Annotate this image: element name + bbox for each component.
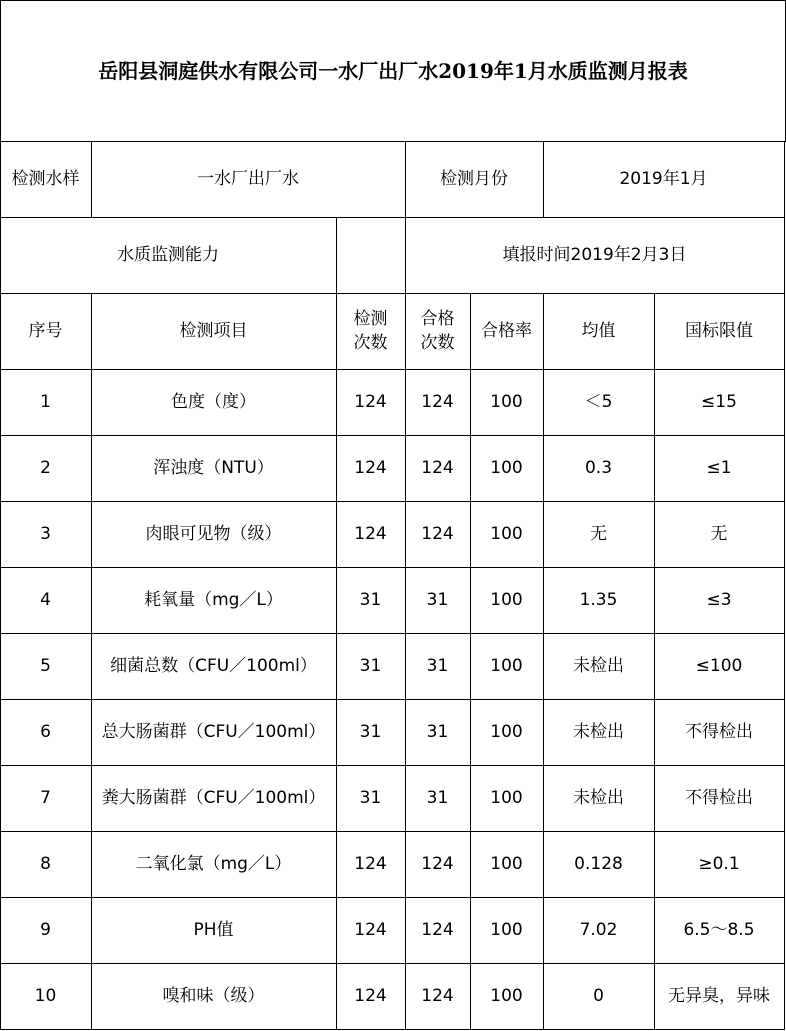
row-item: 二氧化氯（mg／L） <box>135 854 292 874</box>
row-index: 2 <box>40 458 51 478</box>
row-pass-count: 124 <box>421 854 454 874</box>
row-index: 4 <box>40 590 51 610</box>
grid-line <box>0 699 785 700</box>
header-pass-rate: 合格率 <box>481 321 532 341</box>
header-mean: 均值 <box>581 321 616 341</box>
row-standard: ≤15 <box>701 392 737 412</box>
header-item: 检测项目 <box>179 321 248 341</box>
row-test-count: 31 <box>359 656 382 676</box>
row-pass-rate: 100 <box>490 458 523 478</box>
row-mean: 未检出 <box>573 656 624 676</box>
row-pass-rate: 100 <box>490 722 523 742</box>
row-pass-count: 31 <box>426 722 449 742</box>
grid-line <box>0 141 785 142</box>
sample-label: 检测水样 <box>11 169 80 189</box>
row-item: 总大肠菌群（CFU／100ml） <box>101 722 326 742</box>
sample-value: 一水厂出厂水 <box>197 169 299 189</box>
grid-line <box>543 141 544 218</box>
grid-line <box>91 141 92 218</box>
row-pass-rate: 100 <box>490 854 523 874</box>
row-item: PH值 <box>193 920 234 940</box>
grid-line <box>0 0 1 1030</box>
row-standard: 无 <box>710 524 728 544</box>
row-test-count: 31 <box>359 590 382 610</box>
row-index: 10 <box>34 986 57 1006</box>
grid-line <box>0 0 786 1</box>
row-pass-rate: 100 <box>490 392 523 412</box>
row-index: 6 <box>40 722 51 742</box>
row-pass-count: 124 <box>421 392 454 412</box>
row-index: 7 <box>40 788 51 808</box>
row-pass-count: 124 <box>421 986 454 1006</box>
row-item: 色度（度） <box>171 392 256 412</box>
grid-line <box>0 633 785 634</box>
row-item: 粪大肠菌群（CFU／100ml） <box>101 788 326 808</box>
grid-line <box>336 217 337 294</box>
row-mean: 未检出 <box>573 788 624 808</box>
row-pass-count: 31 <box>426 656 449 676</box>
row-item: 嗅和味（级） <box>162 986 265 1006</box>
row-standard: 不得检出 <box>685 788 753 808</box>
grid-line <box>784 141 785 1030</box>
row-test-count: 31 <box>359 788 382 808</box>
grid-line <box>0 765 785 766</box>
grid-line <box>0 501 785 502</box>
row-standard: ≥0.1 <box>698 854 740 874</box>
row-pass-rate: 100 <box>490 590 523 610</box>
row-pass-count: 124 <box>421 524 454 544</box>
row-pass-count: 124 <box>421 458 454 478</box>
row-pass-rate: 100 <box>490 524 523 544</box>
row-pass-count: 31 <box>426 590 449 610</box>
row-pass-count: 31 <box>426 788 449 808</box>
grid-line <box>0 1029 785 1030</box>
header-pass-count: 合格 次数 <box>420 309 455 353</box>
row-mean: 无 <box>590 524 607 544</box>
grid-line <box>0 897 785 898</box>
grid-line <box>0 369 785 370</box>
report-title: 岳阳县洞庭供水有限公司一水厂出厂水2019年1月水质监测月报表 <box>98 58 688 83</box>
row-pass-rate: 100 <box>490 656 523 676</box>
row-index: 5 <box>40 656 51 676</box>
row-item: 肉眼可见物（级） <box>145 524 282 544</box>
month-label: 检测月份 <box>440 169 508 189</box>
row-mean: 未检出 <box>573 722 624 742</box>
row-test-count: 124 <box>354 524 387 544</box>
grid-line <box>543 293 544 1030</box>
row-mean: 7.02 <box>579 920 618 940</box>
row-mean: 0.128 <box>574 854 623 874</box>
row-standard: ≤3 <box>706 590 732 610</box>
row-pass-rate: 100 <box>490 986 523 1006</box>
grid-line <box>0 435 785 436</box>
row-test-count: 124 <box>354 458 387 478</box>
grid-line <box>0 217 785 218</box>
row-pass-rate: 100 <box>490 788 523 808</box>
grid-line <box>91 293 92 1030</box>
fill-time: 填报时间2019年2月3日 <box>502 245 687 265</box>
row-index: 3 <box>40 524 51 544</box>
row-index: 8 <box>40 854 51 874</box>
row-pass-rate: 100 <box>490 920 523 940</box>
grid-line <box>336 293 337 1030</box>
row-standard: 6.5～8.5 <box>683 920 755 940</box>
header-index: 序号 <box>28 321 63 341</box>
row-index: 9 <box>40 920 51 940</box>
grid-line <box>0 293 785 294</box>
row-pass-count: 124 <box>421 920 454 940</box>
row-standard: 不得检出 <box>685 722 753 742</box>
grid-line <box>0 831 785 832</box>
row-test-count: 124 <box>354 392 387 412</box>
row-standard: ≤1 <box>706 458 732 478</box>
row-test-count: 31 <box>359 722 382 742</box>
grid-line <box>0 963 785 964</box>
row-mean: 0.3 <box>584 458 613 478</box>
row-test-count: 124 <box>354 986 387 1006</box>
grid-line <box>405 293 406 1030</box>
row-item: 耗氧量（mg／L） <box>144 590 283 610</box>
row-mean: ＜5 <box>584 392 613 412</box>
row-test-count: 124 <box>354 854 387 874</box>
row-mean: 0 <box>593 986 604 1006</box>
grid-line <box>654 293 655 1030</box>
grid-line <box>0 567 785 568</box>
header-test-count: 检测 次数 <box>353 309 388 353</box>
row-item: 浑浊度（NTU） <box>153 458 274 478</box>
grid-line <box>470 293 471 1030</box>
row-item: 细菌总数（CFU／100ml） <box>110 656 317 676</box>
row-test-count: 124 <box>354 920 387 940</box>
row-standard: ≤100 <box>695 656 743 676</box>
month-value: 2019年1月 <box>619 169 708 189</box>
grid-line <box>405 217 406 294</box>
capability-label: 水质监测能力 <box>117 245 219 265</box>
grid-line <box>405 141 406 218</box>
header-standard: 国标限值 <box>685 321 753 341</box>
row-mean: 1.35 <box>579 590 618 610</box>
row-index: 1 <box>40 392 51 412</box>
row-standard: 无异臭，异味 <box>668 986 770 1006</box>
